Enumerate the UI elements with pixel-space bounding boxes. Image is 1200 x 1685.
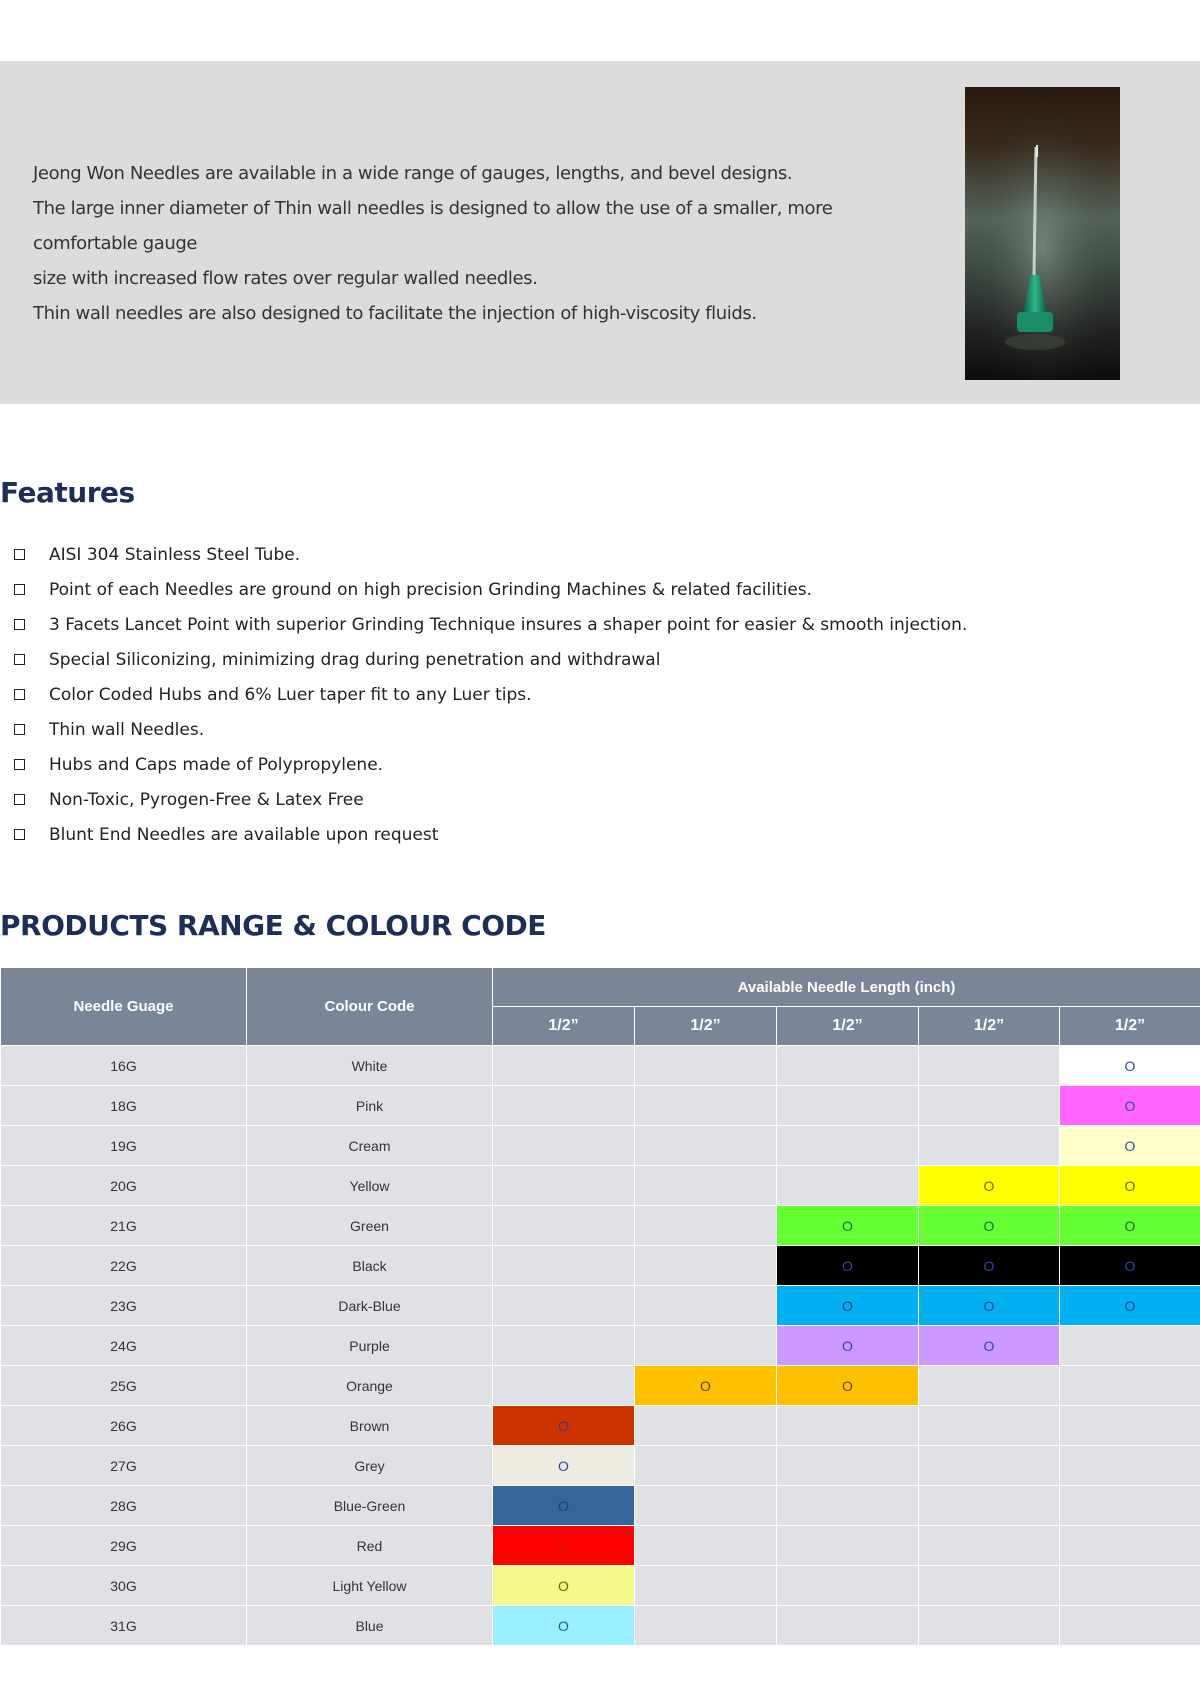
header-length-col: 1/2”	[493, 1007, 635, 1046]
empty-length-cell	[777, 1606, 919, 1646]
colour-name-cell: Blue	[247, 1606, 493, 1646]
empty-length-cell	[777, 1486, 919, 1526]
checkbox-square-icon	[14, 619, 25, 630]
colour-name-cell: Blue-Green	[247, 1486, 493, 1526]
empty-length-cell	[1060, 1486, 1200, 1526]
colour-name-cell: Orange	[247, 1366, 493, 1406]
empty-length-cell	[777, 1046, 919, 1086]
colour-name-cell: Cream	[247, 1126, 493, 1166]
colour-name-cell: Yellow	[247, 1166, 493, 1206]
products-table-body	[1, 1046, 1200, 1646]
availability-mark-cell: O	[777, 1286, 919, 1326]
products-range-table	[0, 967, 1200, 1646]
table-row	[1, 1246, 1200, 1286]
empty-length-cell	[635, 1126, 777, 1166]
intro-line: Jeong Won Needles are available in a wide range of gauges, lengths, and bevel designs.	[33, 163, 793, 184]
colour-name-cell: Green	[247, 1206, 493, 1246]
availability-mark-cell: O	[1060, 1046, 1200, 1086]
empty-length-cell	[919, 1486, 1060, 1526]
products-title: PRODUCTS RANGE & COLOUR CODE	[0, 909, 546, 942]
availability-mark-cell: O	[493, 1446, 635, 1486]
colour-name-cell: Dark-Blue	[247, 1286, 493, 1326]
features-title: Features	[0, 476, 135, 509]
empty-length-cell	[919, 1606, 1060, 1646]
availability-mark-cell: O	[919, 1326, 1060, 1366]
gauge-cell: 29G	[1, 1526, 247, 1566]
empty-length-cell	[635, 1286, 777, 1326]
feature-item	[14, 712, 967, 747]
table-row	[1, 1566, 1200, 1606]
empty-length-cell	[777, 1406, 919, 1446]
feature-item	[14, 677, 967, 712]
empty-length-cell	[919, 1566, 1060, 1606]
empty-length-cell	[1060, 1526, 1200, 1566]
empty-length-cell	[919, 1126, 1060, 1166]
table-row	[1, 1126, 1200, 1166]
empty-length-cell	[919, 1086, 1060, 1126]
gauge-cell: 30G	[1, 1566, 247, 1606]
gauge-cell: 20G	[1, 1166, 247, 1206]
table-row	[1, 1526, 1200, 1566]
availability-mark-cell: O	[919, 1206, 1060, 1246]
empty-length-cell	[493, 1286, 635, 1326]
table-row	[1, 1206, 1200, 1246]
empty-length-cell	[777, 1126, 919, 1166]
availability-mark-cell: O	[777, 1246, 919, 1286]
gauge-cell: 18G	[1, 1086, 247, 1126]
colour-name-cell: Brown	[247, 1406, 493, 1446]
intro-banner	[0, 61, 1200, 404]
table-row	[1, 1326, 1200, 1366]
table-row	[1, 1366, 1200, 1406]
feature-item	[14, 537, 967, 572]
feature-item	[14, 572, 967, 607]
table-row	[1, 1086, 1200, 1126]
empty-length-cell	[635, 1086, 777, 1126]
availability-mark-cell: O	[493, 1486, 635, 1526]
availability-mark-cell: O	[635, 1366, 777, 1406]
checkbox-square-icon	[14, 794, 25, 805]
empty-length-cell	[493, 1126, 635, 1166]
feature-text: Color Coded Hubs and 6% Luer taper fit to any Luer tips.	[49, 684, 532, 705]
empty-length-cell	[635, 1046, 777, 1086]
empty-length-cell	[1060, 1366, 1200, 1406]
availability-mark-cell: O	[919, 1286, 1060, 1326]
empty-length-cell	[635, 1406, 777, 1446]
availability-mark-cell: O	[493, 1606, 635, 1646]
feature-text: Blunt End Needles are available upon request	[49, 824, 439, 845]
empty-length-cell	[1060, 1326, 1200, 1366]
colour-name-cell: Purple	[247, 1326, 493, 1366]
features-list	[14, 537, 967, 852]
empty-length-cell	[635, 1606, 777, 1646]
header-colour-code: Colour Code	[247, 968, 493, 1046]
empty-length-cell	[635, 1246, 777, 1286]
empty-length-cell	[777, 1566, 919, 1606]
needle-photo	[965, 87, 1120, 380]
empty-length-cell	[635, 1446, 777, 1486]
empty-length-cell	[777, 1166, 919, 1206]
intro-text	[33, 156, 933, 331]
checkbox-square-icon	[14, 829, 25, 840]
intro-line: The large inner diameter of Thin wall needles is designed to allow the use of a smaller, more comfortable gauge	[33, 198, 833, 254]
table-row	[1, 1046, 1200, 1086]
gauge-cell: 23G	[1, 1286, 247, 1326]
gauge-cell: 28G	[1, 1486, 247, 1526]
gauge-cell: 31G	[1, 1606, 247, 1646]
table-row	[1, 1406, 1200, 1446]
availability-mark-cell: O	[493, 1406, 635, 1446]
colour-name-cell: Pink	[247, 1086, 493, 1126]
colour-name-cell: Black	[247, 1246, 493, 1286]
empty-length-cell	[493, 1206, 635, 1246]
empty-length-cell	[919, 1406, 1060, 1446]
feature-item	[14, 782, 967, 817]
empty-length-cell	[919, 1366, 1060, 1406]
gauge-cell: 26G	[1, 1406, 247, 1446]
gauge-cell: 27G	[1, 1446, 247, 1486]
checkbox-square-icon	[14, 724, 25, 735]
feature-item	[14, 607, 967, 642]
feature-text: Point of each Needles are ground on high precision Grinding Machines & related facilities.	[49, 579, 813, 600]
empty-length-cell	[635, 1526, 777, 1566]
header-available-length: Available Needle Length (inch)	[493, 968, 1200, 1007]
header-needle-gauge: Needle Guage	[1, 968, 247, 1046]
empty-length-cell	[493, 1366, 635, 1406]
colour-name-cell: Grey	[247, 1446, 493, 1486]
empty-length-cell	[635, 1326, 777, 1366]
feature-text: Special Siliconizing, minimizing drag during penetration and withdrawal	[49, 649, 661, 670]
empty-length-cell	[1060, 1446, 1200, 1486]
empty-length-cell	[635, 1566, 777, 1606]
colour-name-cell: Red	[247, 1526, 493, 1566]
availability-mark-cell: O	[919, 1246, 1060, 1286]
checkbox-square-icon	[14, 584, 25, 595]
table-row	[1, 1446, 1200, 1486]
header-length-col: 1/2”	[777, 1007, 919, 1046]
checkbox-square-icon	[14, 689, 25, 700]
empty-length-cell	[919, 1046, 1060, 1086]
intro-line: Thin wall needles are also designed to facilitate the injection of high-viscosity fluids.	[33, 303, 757, 324]
empty-length-cell	[919, 1446, 1060, 1486]
gauge-cell: 16G	[1, 1046, 247, 1086]
empty-length-cell	[1060, 1566, 1200, 1606]
gauge-cell: 19G	[1, 1126, 247, 1166]
availability-mark-cell: O	[919, 1166, 1060, 1206]
empty-length-cell	[493, 1046, 635, 1086]
availability-mark-cell: O	[1060, 1206, 1200, 1246]
availability-mark-cell: O	[1060, 1086, 1200, 1126]
feature-text: Hubs and Caps made of Polypropylene.	[49, 754, 384, 775]
colour-name-cell: Light Yellow	[247, 1566, 493, 1606]
availability-mark-cell: O	[493, 1566, 635, 1606]
checkbox-square-icon	[14, 759, 25, 770]
feature-text: 3 Facets Lancet Point with superior Grinding Technique insures a shaper point for easier & smooth injection.	[49, 614, 968, 635]
empty-length-cell	[493, 1246, 635, 1286]
table-row	[1, 1166, 1200, 1206]
empty-length-cell	[635, 1206, 777, 1246]
feature-text: AISI 304 Stainless Steel Tube.	[49, 544, 301, 565]
table-row	[1, 1486, 1200, 1526]
empty-length-cell	[777, 1526, 919, 1566]
gauge-cell: 24G	[1, 1326, 247, 1366]
feature-text: Non-Toxic, Pyrogen-Free & Latex Free	[49, 789, 364, 810]
availability-mark-cell: O	[777, 1326, 919, 1366]
availability-mark-cell: O	[777, 1206, 919, 1246]
feature-text: Thin wall Needles.	[49, 719, 205, 740]
intro-line: size with increased flow rates over regular walled needles.	[33, 268, 538, 289]
availability-mark-cell: O	[1060, 1286, 1200, 1326]
empty-length-cell	[493, 1166, 635, 1206]
empty-length-cell	[777, 1086, 919, 1126]
empty-length-cell	[777, 1446, 919, 1486]
header-length-col: 1/2”	[1060, 1007, 1200, 1046]
empty-length-cell	[493, 1326, 635, 1366]
header-length-col: 1/2”	[635, 1007, 777, 1046]
gauge-cell: 25G	[1, 1366, 247, 1406]
colour-name-cell: White	[247, 1046, 493, 1086]
feature-item	[14, 642, 967, 677]
empty-length-cell	[635, 1166, 777, 1206]
availability-mark-cell: O	[1060, 1246, 1200, 1286]
empty-length-cell	[1060, 1406, 1200, 1446]
gauge-cell: 21G	[1, 1206, 247, 1246]
table-row	[1, 1286, 1200, 1326]
checkbox-square-icon	[14, 654, 25, 665]
empty-length-cell	[1060, 1606, 1200, 1646]
availability-mark-cell: O	[777, 1366, 919, 1406]
table-row	[1, 1606, 1200, 1646]
feature-item	[14, 817, 967, 852]
empty-length-cell	[919, 1526, 1060, 1566]
empty-length-cell	[493, 1086, 635, 1126]
empty-length-cell	[635, 1486, 777, 1526]
availability-mark-cell: O	[1060, 1166, 1200, 1206]
gauge-cell: 22G	[1, 1246, 247, 1286]
needle-illustration	[965, 87, 1120, 380]
availability-mark-cell: O	[1060, 1126, 1200, 1166]
header-length-col: 1/2”	[919, 1007, 1060, 1046]
checkbox-square-icon	[14, 549, 25, 560]
feature-item	[14, 747, 967, 782]
availability-mark-cell: O	[493, 1526, 635, 1566]
